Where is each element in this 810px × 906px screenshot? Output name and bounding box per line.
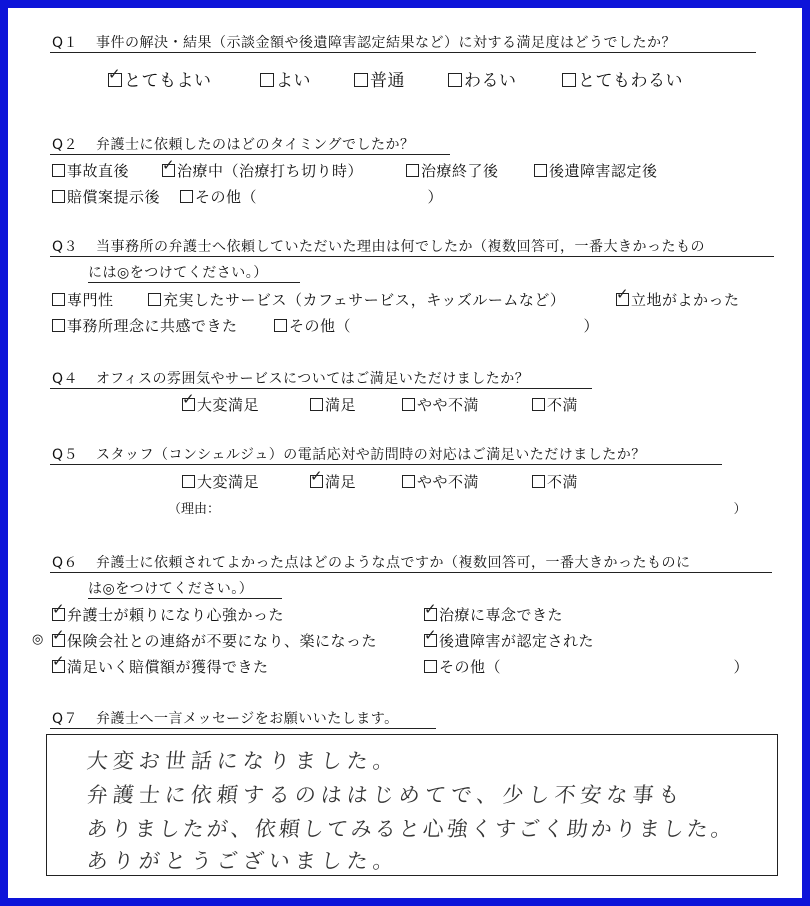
q6-option-5[interactable]: ✓ 満足いく賠償額が獲得できた	[52, 652, 269, 676]
checkbox-icon[interactable]	[52, 190, 65, 203]
q3-option-2[interactable]: 充実したサービス（カフェサービス，キッズルームなど）	[148, 289, 565, 310]
q3-option-3[interactable]: ✓ 立地がよかった	[616, 285, 740, 309]
q7-underline	[50, 728, 436, 729]
q6-text: 弁護士に依頼されてよかった点はどのような点ですか（複数回答可，一番大きかったものに	[96, 555, 691, 571]
q3-underline	[50, 256, 774, 257]
q4-option-3[interactable]: やや不満	[402, 394, 479, 415]
q5-heading	[52, 444, 646, 464]
checkbox-icon[interactable]	[52, 164, 65, 177]
q5-underline	[50, 464, 722, 465]
message-box[interactable]	[46, 734, 778, 876]
q3-option-5[interactable]: その他（ ）	[274, 315, 599, 336]
q2-option-3[interactable]: 治療終了後	[406, 160, 499, 181]
checkbox-checked-icon[interactable]: ✓	[424, 608, 437, 621]
q2-option-2[interactable]: ✓ 治療中（治療打ち切り時）	[162, 156, 364, 180]
q1-underline	[50, 52, 756, 53]
checkbox-icon[interactable]	[180, 190, 193, 203]
checkbox-icon[interactable]	[532, 398, 545, 411]
checkbox-icon[interactable]	[532, 475, 545, 488]
checkbox-icon[interactable]	[562, 73, 576, 87]
checkbox-checked-icon[interactable]: ✓	[182, 398, 195, 411]
q1-option-4[interactable]: わるい	[448, 66, 517, 91]
message-line-2: 弁護士に依頼するのははじめてで、少し不安な事も	[85, 783, 686, 807]
checkbox-icon[interactable]	[402, 398, 415, 411]
q5-reason-field[interactable]: （理由： ）	[168, 502, 747, 517]
checkbox-checked-icon[interactable]: ✓	[108, 73, 122, 87]
q5-option-1[interactable]: 大変満足	[182, 471, 259, 492]
checkbox-checked-icon[interactable]: ✓	[162, 164, 175, 177]
q1-heading	[52, 32, 676, 52]
q3-number: Q３	[52, 239, 79, 255]
q4-text: オフィスの雰囲気やサービスについてはご満足いただけましたか？	[96, 371, 530, 387]
checkbox-icon[interactable]	[148, 293, 161, 306]
q3-text: 当事務所の弁護士へ依頼していただいた理由は何でしたか（複数回答可，一番大きかったもの	[96, 239, 706, 255]
q1-text: 事件の解決・結果（示談金額や後遺障害認定結果など）に対する満足度はどうでしたか？	[96, 35, 677, 51]
q4-heading	[52, 368, 529, 388]
message-line-3: ありましたが、依頼してみると心強くすごく助かりました。	[85, 817, 737, 841]
q3-option-1[interactable]: 専門性	[52, 289, 114, 310]
q4-option-2[interactable]: 満足	[310, 394, 356, 415]
q2-number: Q２	[52, 137, 79, 153]
checkbox-checked-icon[interactable]: ✓	[616, 293, 629, 306]
checkbox-checked-icon[interactable]: ✓	[52, 634, 65, 647]
q1-option-1[interactable]: ✓ とてもよい	[108, 65, 212, 91]
checkbox-checked-icon[interactable]: ✓	[310, 475, 323, 488]
q5-number: Q５	[52, 447, 79, 463]
q3-heading	[52, 236, 705, 256]
q4-option-4[interactable]: 不満	[532, 394, 578, 415]
checkbox-icon[interactable]	[52, 293, 65, 306]
checkbox-icon[interactable]	[354, 73, 368, 87]
q6-option-2[interactable]: ✓ 治療に専念できた	[424, 600, 564, 624]
q2-text: 弁護士に依頼したのはどのタイミングでしたか？	[96, 137, 415, 153]
q6-option-1[interactable]: ✓ 弁護士が頼りになり心強かった	[52, 600, 285, 624]
message-line-1: 大変お世話になりました。	[85, 749, 401, 773]
survey-sheet	[8, 8, 802, 898]
q4-underline	[50, 388, 592, 389]
checkbox-icon[interactable]	[310, 398, 323, 411]
q6-heading	[52, 552, 691, 572]
q2-option-4[interactable]: 後遺障害認定後	[534, 160, 658, 181]
q1-option-2[interactable]: よい	[260, 66, 311, 91]
q6-option-6[interactable]: その他（ ）	[424, 656, 749, 677]
checkbox-icon[interactable]	[52, 319, 65, 332]
q1-number: Q１	[52, 35, 79, 51]
q2-option-1[interactable]: 事故直後	[52, 160, 129, 181]
q6-heading-line2: は◎をつけてください。）	[88, 581, 254, 597]
q2-option-6[interactable]: その他（ ）	[180, 186, 443, 207]
q7-heading	[52, 708, 399, 728]
checkbox-icon[interactable]	[448, 73, 462, 87]
double-circle-mark: ◎	[32, 632, 44, 647]
q5-text: スタッフ（コンシェルジュ）の電話応対や訪問時の対応はご満足いただけましたか？	[96, 447, 646, 463]
q4-number: Q４	[52, 371, 79, 387]
q5-option-3[interactable]: やや不満	[402, 471, 479, 492]
q6-option-4[interactable]: ✓ 後遺障害が認定された	[424, 626, 595, 650]
q5-option-4[interactable]: 不満	[532, 471, 578, 492]
checkbox-checked-icon[interactable]: ✓	[52, 660, 65, 673]
q3-underline-2	[88, 282, 300, 283]
q6-option-3[interactable]: ✓ 保険会社との連絡が不要になり、楽になった	[52, 626, 378, 650]
checkbox-icon[interactable]	[424, 660, 437, 673]
q6-number: Q６	[52, 555, 79, 571]
q2-option-5[interactable]: 賠償案提示後	[52, 186, 160, 207]
q3-heading-line2: には◎をつけてください。）	[88, 265, 268, 281]
checkbox-icon[interactable]	[182, 475, 195, 488]
q7-text: 弁護士へ一言メッセージをお願いいたします。	[96, 711, 399, 727]
q2-underline	[50, 154, 450, 155]
q4-option-1[interactable]: ✓ 大変満足	[182, 390, 260, 414]
q6-underline-2	[88, 598, 282, 599]
q7-number: Q７	[52, 711, 79, 727]
q1-option-3[interactable]: 普通	[354, 66, 405, 91]
message-line-4: ありがとうございました。	[85, 849, 401, 873]
checkbox-icon[interactable]	[406, 164, 419, 177]
checkbox-icon[interactable]	[534, 164, 547, 177]
checkbox-checked-icon[interactable]: ✓	[52, 608, 65, 621]
q3-option-4[interactable]: 事務所理念に共感できた	[52, 315, 238, 336]
checkbox-icon[interactable]	[260, 73, 274, 87]
checkbox-checked-icon[interactable]: ✓	[424, 634, 437, 647]
q1-option-5[interactable]: とてもわるい	[562, 66, 683, 91]
q2-heading	[52, 134, 414, 154]
checkbox-icon[interactable]	[402, 475, 415, 488]
q5-option-2[interactable]: ✓ 満足	[310, 467, 357, 491]
q6-underline	[50, 572, 772, 573]
checkbox-icon[interactable]	[274, 319, 287, 332]
